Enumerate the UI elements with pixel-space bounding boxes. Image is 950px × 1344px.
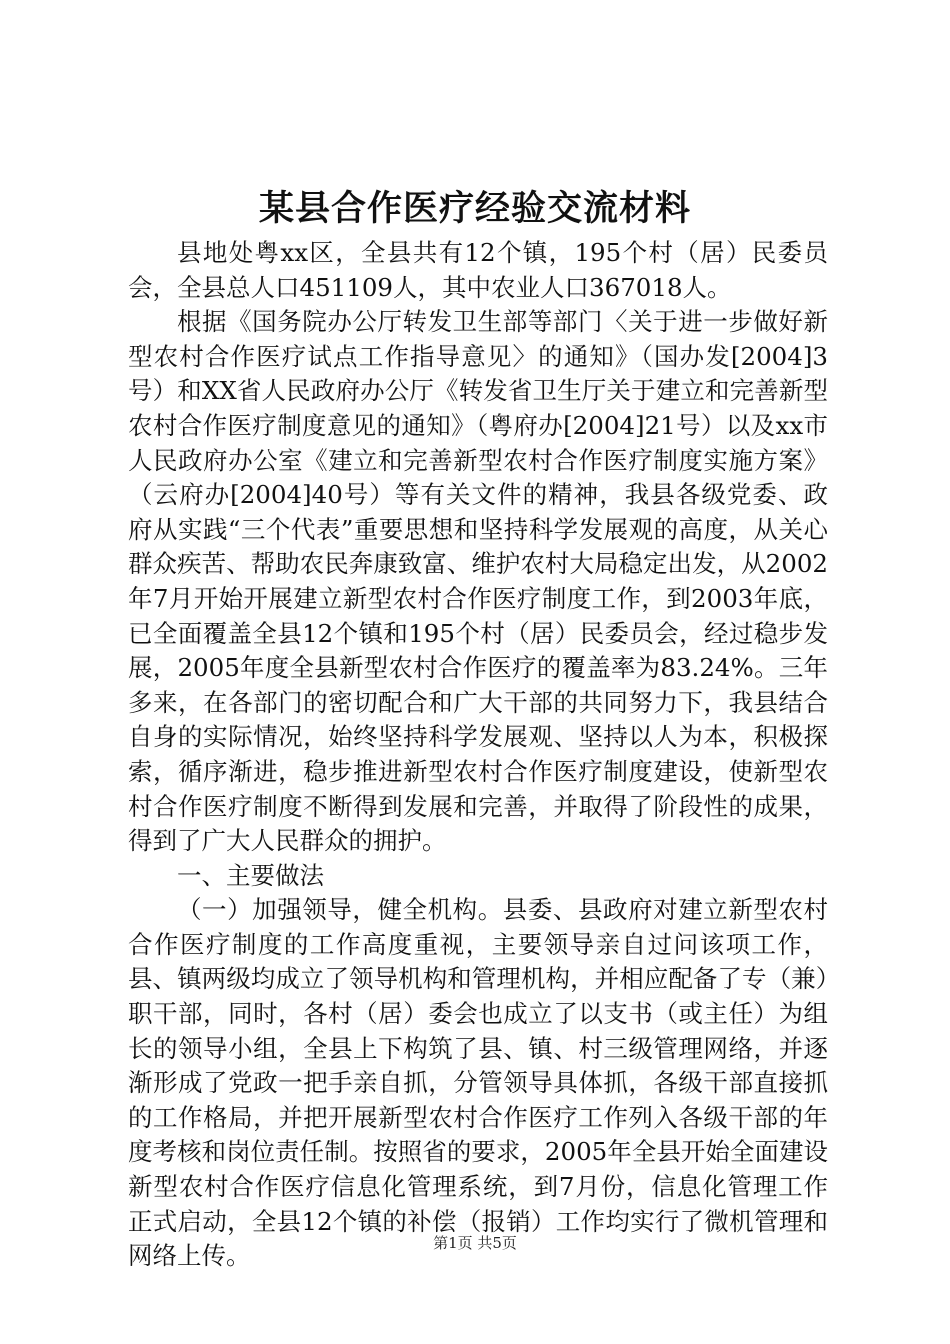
paragraph-leadership: （一）加强领导，健全机构。县委、县政府对建立新型农村合作医疗制度的工作高度重视，主要领导亲自过问该项工作，县、镇两级均成立了领导机构和管理机构，并相应配备了专（兼）职干部，同时，各村（居）委会也成立了以支书（或主任）为组长的领导小组，全县上下构筑了县、镇、村三级管理网络，并逐渐形成了党政一把手亲自抓，分管领导具体抓，各级干部直接抓的工作格局，并把开展新型农村合作医疗工作列入各级干部的年度考核和岗位责任制。按照省的要求，2005年全县开始全面建设新型农村合作医疗信息化管理系统，到7月份，信息化管理工作正式启动，全县12个镇的补偿（报销）工作均实行了微机管理和网络上传。 xyxy=(128,895,828,1271)
page-footer: 第1页 共5页 xyxy=(433,1234,517,1252)
section-heading-main-practices: 一、主要做法 xyxy=(177,860,324,890)
document-body xyxy=(128,236,828,1274)
document-title: 某县合作医疗经验交流材料 xyxy=(258,188,691,229)
paragraph-overview: 县地处粤xx区，全县共有12个镇，195个村（居）民委员会，全县总人口451109人，其中农业人口367018人。 xyxy=(128,238,828,302)
paragraph-background: 根据《国务院办公厅转发卫生部等部门〈关于进一步做好新型农村合作医疗试点工作指导意见〉的通知》（国办发[2004]3号）和XX省人民政府办公厅《转发省卫生厅关于建立和完善新型农村合作医疗制度意见的通知》（粤府办[2004]21号）以及xx市人民政府办公室《建立和完善新型农村合作医疗制度实施方案》（云府办[2004]40号）等有关文件的精神，我县各级党委、政府从实践“三个代表”重要思想和坚持科学发展观的高度，从关心群众疾苦、帮助农民奔康致富、维护农村大局稳定出发，从2002年7月开始开展建立新型农村合作医疗制度工作，到2003年底，已全面覆盖全县12个镇和195个村（居）民委员会，经过稳步发展，2005年度全县新型农村合作医疗的覆盖率为83.24%。三年多来，在各部门的密切配合和广大干部的共同努力下，我县结合自身的实际情况，始终坚持科学发展观、坚持以人为本，积极探索，循序渐进，稳步推进新型农村合作医疗制度建设，使新型农村合作医疗制度不断得到发展和完善，并取得了阶段性的成果，得到了广大人民群众的拥护。 xyxy=(128,307,828,856)
